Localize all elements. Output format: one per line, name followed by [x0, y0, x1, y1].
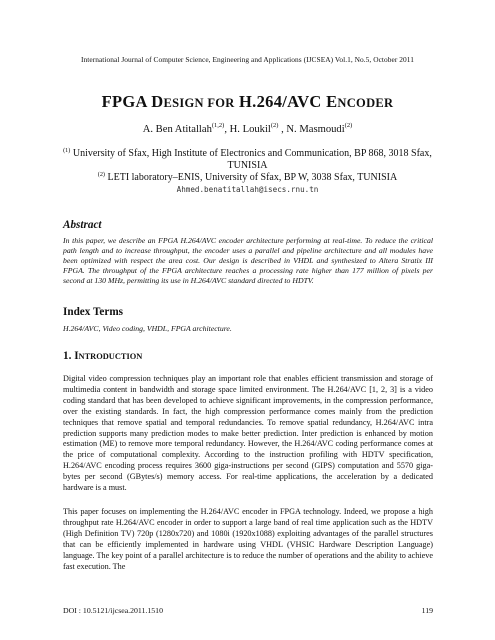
journal-header: International Journal of Computer Science, Engineering and Applications (IJCSEA) Vol.1, No.5, October 2011: [81, 55, 414, 64]
affiliation-2: [60, 172, 435, 184]
affiliation-text: University of Sfax, High Institute of Electronics and Communication, BP 868, 3018 Sfax, TUNISIA: [70, 148, 432, 171]
affiliation-text: LETI laboratory–ENIS, University of Sfax, BP W, 3038 Sfax, TUNISIA: [105, 172, 398, 183]
body-paragraph: Digital video compression techniques play an important role that enables efficient transmission and storage of multimedia content in bandwidth and storage space limited environment. The H.264/AVC [1, 2, 3] is a video coding standard that has been developed to achieve significant improvements, in the compression performance, over the existing standards. In fact, the high compression performance comes mainly from the prediction techniques that remove spatial and temporal redundancies. To remove spatial redundancy, H.264/AVC intra prediction supports many prediction modes to make better prediction. Inter prediction is enhanced by motion estimation (ME) to remove more temporal redundancy. However, the H.264/AVC coding performance comes at the price of computational complexity. According to the instruction profiling with HDTV specification, H.264/AVC encoding process requires 3600 giga-instructions per second (GIPS) computation and 5570 giga-bytes per second (GBytes/s) memory access. For real-time applications, the acceleration by a dedicated hardware is a must.: [63, 374, 433, 493]
index-terms-text: H.264/AVC, Video coding, VHDL, FPGA architecture.: [63, 324, 232, 333]
author-name: N. Masmoudi: [286, 124, 345, 135]
abstract-text: In this paper, we describe an FPGA H.264/AVC encoder architecture performing at real-time. To reduce the critical path length and to increase throughput, the encoder uses a parallel and pipeline architecture and all modules have been optimized with respect the area cost. Our design is described in VHDL and synthesized to Altera Stratix III FPGA. The throughput of the FPGA architecture reaches a processing rate higher than 177 million of pixels per second at 130 MHz, permitting its use in H.264/AVC standard directed to HDTV.: [63, 236, 433, 286]
title-part-2: ESIGN FOR: [163, 96, 235, 110]
author-affiliation-mark: (2): [270, 122, 279, 129]
affiliation-mark: (1): [63, 147, 71, 154]
introduction-heading-rest: NTRODUCTION: [78, 352, 143, 361]
author-list: [0, 124, 495, 135]
paper-title: [0, 92, 495, 112]
affiliation-mark: (2): [97, 171, 105, 178]
abstract-heading: Abstract: [63, 219, 102, 231]
title-part-3: H.264/AVC E: [234, 92, 338, 111]
introduction-heading: [63, 350, 142, 362]
page-number: 119: [421, 606, 433, 615]
title-part-4: NCODER: [337, 96, 394, 110]
author-separator: ,: [281, 124, 287, 135]
body-paragraph: This paper focuses on implementing the H.264/AVC encoder in FPGA technology. Indeed, we propose a high throughput rate H.264/AVC encoder in order to support a large band of real time application such as the HDTV (High Definition TV) 720p (1280x720) and 1080i (1920x1088) exploiting advantages of the parallel structures that can be efficiently implemented in hardware using VHDL (VHSIC Hardware Description Language) language. The key point of a parallel architecture is to reduce the number of operations and the ability to achieve fast execution. The: [63, 507, 433, 571]
title-part-1: FPGA D: [101, 92, 164, 111]
index-terms-heading: Index Terms: [63, 306, 123, 318]
author-name: A. Ben Atitallah: [142, 124, 212, 135]
author-affiliation-mark: (1,2): [211, 122, 225, 129]
introduction-heading-lead: 1. I: [63, 350, 79, 362]
author-affiliation-mark: (2): [344, 122, 353, 129]
author-email: Ahmed.benatitallah@isecs.rnu.tn: [176, 185, 319, 194]
affiliation-1: [60, 148, 435, 172]
author-name: H. Loukil: [229, 124, 271, 135]
author-separator: ,: [224, 124, 230, 135]
footer-doi: DOI : 10.5121/ijcsea.2011.1510: [63, 606, 163, 615]
